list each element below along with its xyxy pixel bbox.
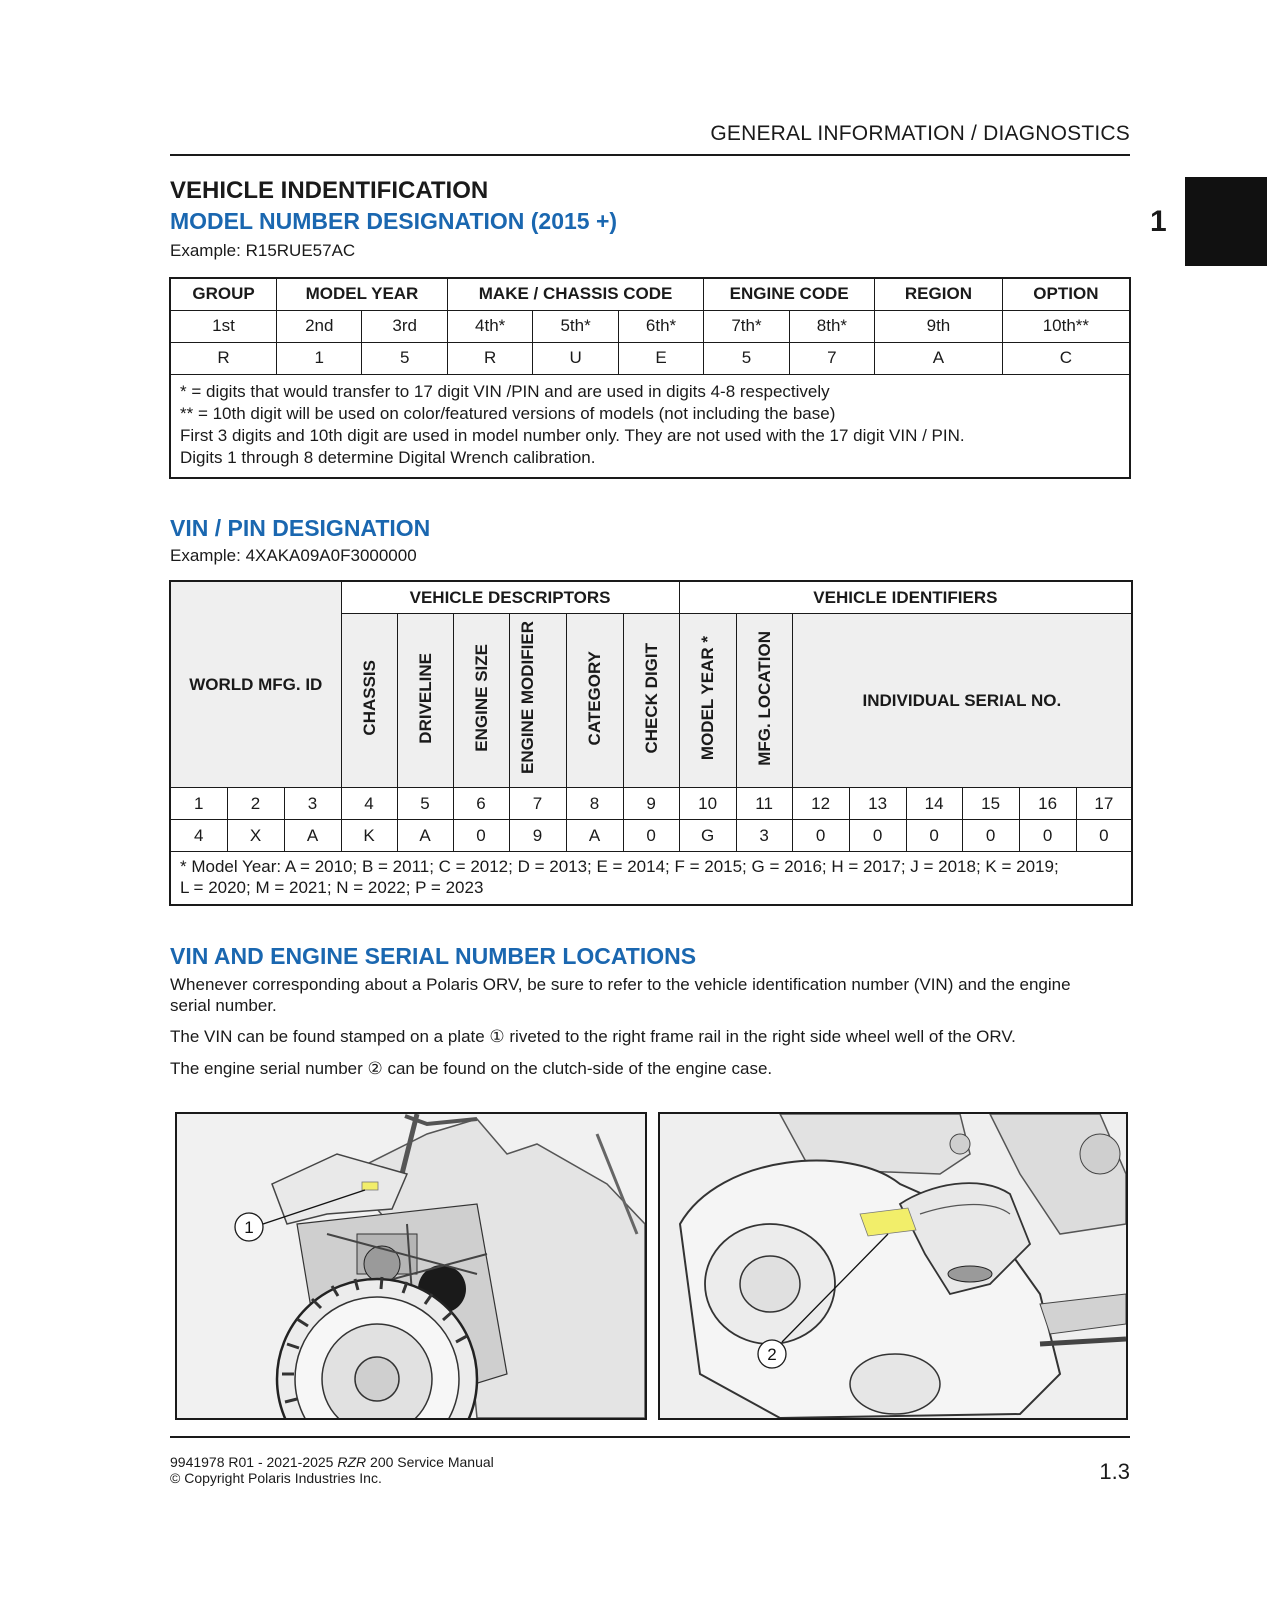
engine-serial-illustration — [660, 1114, 1126, 1418]
world-mfg-id-header: WORLD MFG. ID — [170, 581, 341, 788]
note-line: ** = 10th digit will be used on color/featured versions of models (not including the base) — [180, 403, 836, 423]
position-cell: 4th* — [447, 310, 532, 342]
footer-doc-prefix: 9941978 R01 - 2021-2025 — [170, 1454, 338, 1470]
digit-value: 9 — [509, 820, 566, 852]
make-chassis-header: MAKE / CHASSIS CODE — [447, 278, 703, 310]
option-header: OPTION — [1002, 278, 1130, 310]
group-header: GROUP — [170, 278, 277, 310]
value-cell: A — [875, 342, 1003, 374]
vin-example: Example: 4XAKA09A0F3000000 — [170, 546, 417, 565]
vehicle-descriptors-header: VEHICLE DESCRIPTORS — [341, 581, 679, 614]
position-cell: 5th* — [533, 310, 618, 342]
vin-table — [169, 580, 1133, 906]
digit-value: 4 — [170, 820, 227, 852]
footer-doc-suffix: 200 Service Manual — [366, 1454, 494, 1470]
vin-location-illustration — [177, 1114, 645, 1418]
serial-locations-heading: VIN AND ENGINE SERIAL NUMBER LOCATIONS — [170, 943, 697, 969]
model-number-notes — [170, 374, 1130, 478]
value-cell: U — [533, 342, 618, 374]
callout-1-label: 1 — [244, 1218, 254, 1237]
model-year-label: MODEL YEAR * — [698, 635, 718, 761]
digit-number: 15 — [962, 788, 1019, 820]
digit-number: 4 — [341, 788, 397, 820]
digit-number: 16 — [1019, 788, 1076, 820]
footer-rule — [170, 1436, 1130, 1438]
position-cell: 10th** — [1002, 310, 1130, 342]
note-line: Digits 1 through 8 determine Digital Wrench calibration. — [180, 447, 596, 467]
vin-location-figure — [175, 1112, 647, 1420]
running-header: GENERAL INFORMATION / DIAGNOSTICS — [710, 122, 1130, 145]
individual-serial-header: INDIVIDUAL SERIAL NO. — [792, 614, 1132, 788]
digit-number: 8 — [566, 788, 623, 820]
digit-number: 2 — [227, 788, 284, 820]
position-cell: 8th* — [789, 310, 874, 342]
value-row — [170, 342, 1130, 374]
position-cell: 1st — [170, 310, 277, 342]
footer-doc-model: RZR — [337, 1454, 367, 1470]
value-cell: R — [447, 342, 532, 374]
digit-value: K — [341, 820, 397, 852]
engine-modifier-col-header — [509, 614, 566, 788]
digit-number: 14 — [906, 788, 962, 820]
digit-number: 7 — [509, 788, 566, 820]
digit-value: 0 — [623, 820, 679, 852]
chapter-tab — [1185, 177, 1267, 266]
model-number-table — [169, 277, 1131, 479]
digit-number: 17 — [1076, 788, 1132, 820]
digit-value-row — [170, 820, 1132, 852]
position-cell: 6th* — [618, 310, 703, 342]
note-line: * = digits that would transfer to 17 digit VIN /PIN and are used in digits 4-8 respectively — [180, 381, 830, 401]
engine-code-header: ENGINE CODE — [704, 278, 875, 310]
digit-number: 10 — [679, 788, 736, 820]
model-year-note — [170, 852, 1132, 906]
digit-value: 3 — [736, 820, 792, 852]
value-cell: R — [170, 342, 277, 374]
note-line: L = 2020; M = 2021; N = 2022; P = 2023 — [180, 878, 484, 897]
paragraph: Whenever corresponding about a Polaris ORV, be sure to refer to the vehicle identification number (VIN) and the engine serial number. — [170, 975, 1071, 1015]
region-header: REGION — [875, 278, 1003, 310]
chassis-label: CHASSIS — [359, 660, 379, 736]
category-col-header — [566, 614, 623, 788]
value-cell: 1 — [277, 342, 362, 374]
digit-number-row — [170, 788, 1132, 820]
position-cell: 2nd — [277, 310, 362, 342]
digit-value: X — [227, 820, 284, 852]
header-rule — [170, 154, 1130, 156]
position-cell: 7th* — [704, 310, 789, 342]
position-cell: 3rd — [362, 310, 447, 342]
chassis-col-header — [341, 614, 397, 788]
position-cell: 9th — [875, 310, 1003, 342]
digit-value: A — [397, 820, 453, 852]
position-row — [170, 310, 1130, 342]
model-number-example: Example: R15RUE57AC — [170, 241, 356, 260]
digit-value: A — [284, 820, 341, 852]
digit-number: 6 — [453, 788, 509, 820]
value-cell: 5 — [362, 342, 447, 374]
value-cell: 5 — [704, 342, 789, 374]
digit-value: 0 — [1019, 820, 1076, 852]
engine-modifier-label: ENGINE MODIFIER — [517, 621, 537, 775]
page-number: 1.3 — [1099, 1459, 1130, 1484]
digit-value: 0 — [792, 820, 849, 852]
driveline-label: DRIVELINE — [415, 652, 435, 744]
digit-number: 3 — [284, 788, 341, 820]
digit-number: 13 — [849, 788, 906, 820]
note-line: First 3 digits and 10th digit are used in model number only. They are not used with the 17 digit VIN / PIN. — [180, 425, 965, 445]
digit-number: 9 — [623, 788, 679, 820]
mfg-location-label: MFG. LOCATION — [754, 630, 774, 766]
digit-value: 0 — [906, 820, 962, 852]
footer-document-id — [170, 1454, 494, 1470]
digit-value: 0 — [849, 820, 906, 852]
driveline-col-header — [397, 614, 453, 788]
digit-number: 12 — [792, 788, 849, 820]
digit-value: 0 — [962, 820, 1019, 852]
check-digit-label: CHECK DIGIT — [641, 642, 661, 754]
digit-value: 0 — [1076, 820, 1132, 852]
mfg-location-col-header — [736, 614, 792, 788]
chapter-number: 1 — [1150, 205, 1167, 238]
digit-number: 1 — [170, 788, 227, 820]
digit-value: 0 — [453, 820, 509, 852]
digit-number: 5 — [397, 788, 453, 820]
value-cell: C — [1002, 342, 1130, 374]
footer-copyright: © Copyright Polaris Industries Inc. — [170, 1470, 382, 1486]
paragraph: The engine serial number ② can be found on the clutch-side of the engine case. — [170, 1059, 773, 1078]
digit-value: A — [566, 820, 623, 852]
engine-serial-figure — [658, 1112, 1128, 1420]
value-cell: E — [618, 342, 703, 374]
digit-value: G — [679, 820, 736, 852]
note-line: * Model Year: A = 2010; B = 2011; C = 2012; D = 2013; E = 2014; F = 2015; G = 2016; H = 2017; J = 2018; K = 2019; — [180, 857, 1059, 876]
model-year-header: MODEL YEAR — [277, 278, 448, 310]
model-year-col-header — [679, 614, 736, 788]
model-number-heading: MODEL NUMBER DESIGNATION (2015 +) — [170, 208, 618, 234]
callout-2-label: 2 — [767, 1345, 777, 1364]
engine-size-label: ENGINE SIZE — [471, 644, 491, 752]
paragraph: The VIN can be found stamped on a plate ① riveted to the right frame rail in the right side wheel well of the ORV. — [170, 1027, 1016, 1046]
check-digit-col-header — [623, 614, 679, 788]
value-cell: 7 — [789, 342, 874, 374]
vehicle-identifiers-header: VEHICLE IDENTIFIERS — [679, 581, 1132, 614]
vin-heading: VIN / PIN DESIGNATION — [170, 515, 431, 541]
category-label: CATEGORY — [585, 650, 605, 746]
engine-size-col-header — [453, 614, 509, 788]
digit-number: 11 — [736, 788, 792, 820]
section-title: VEHICLE INDENTIFICATION — [170, 177, 489, 204]
